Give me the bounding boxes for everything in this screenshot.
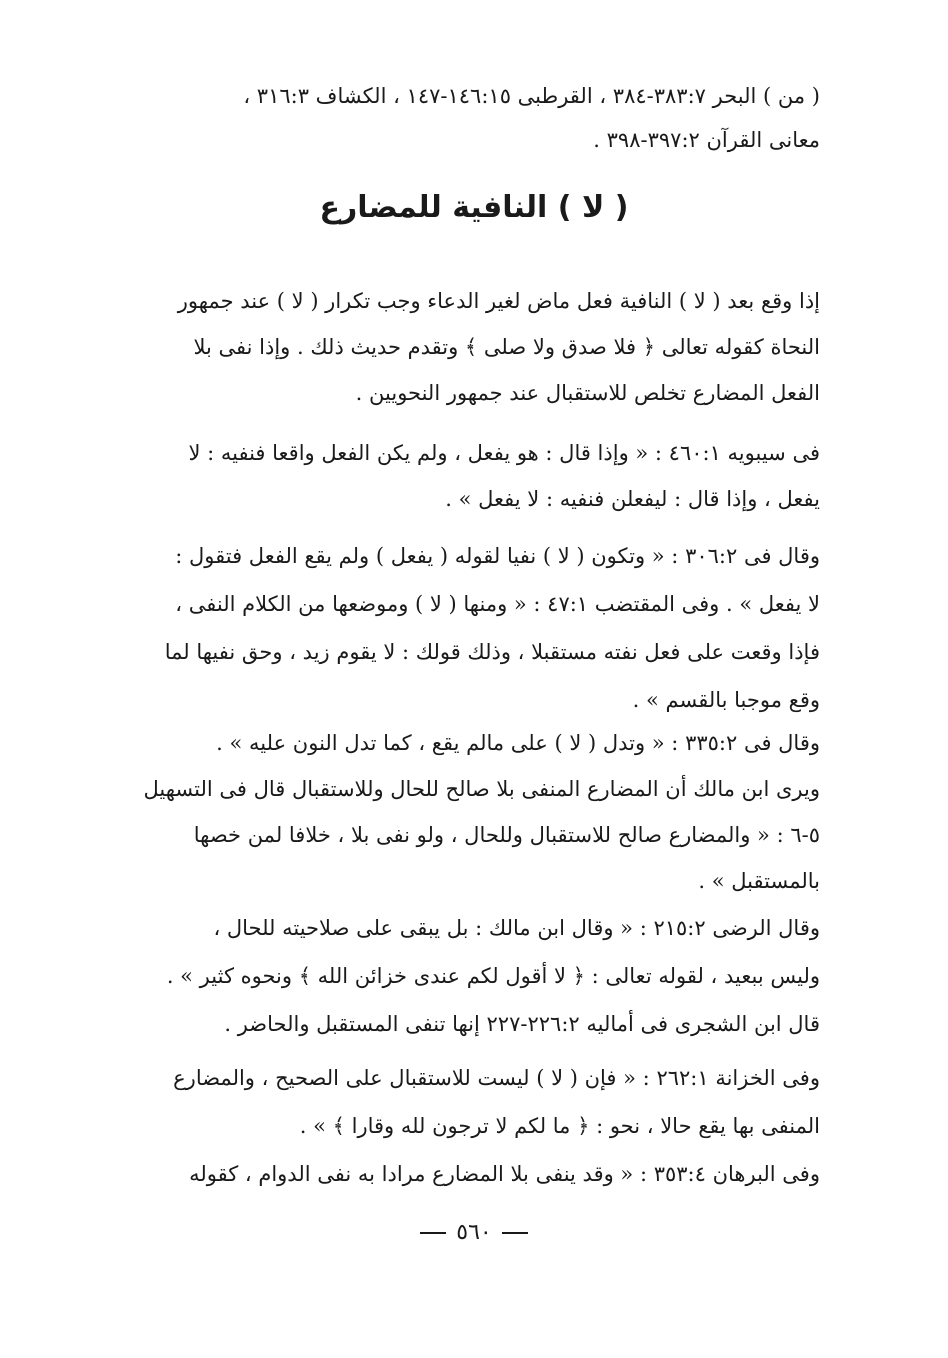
- references-line-1: ( من ) البحر ٣٨٣:٧-٣٨٤ ، القرطبى ١٤٦:١٥-١٤٧ ، الكشاف ٣١٦:٣ ،: [243, 84, 820, 108]
- footer-dash-right: [420, 1232, 446, 1234]
- paragraph-6: [104, 1054, 820, 1150]
- paragraph-line: وقال فى ٣٠٦:٢ : « وتكون ( لا ) نفيا لقوله ( يفعل ) ولم يقع الفعل فتقول :: [175, 544, 820, 568]
- paragraph-line: ٥-٦ : « والمضارع صالح للاستقبال وللحال ، ولو نفى بلا ، خلافا لمن خصها: [193, 823, 820, 847]
- page-number: ٥٦٠: [456, 1220, 492, 1245]
- paragraph-line: ويرى ابن مالك أن المضارع المنفى بلا صالح للحال وللاستقبال قال فى التسهيل: [143, 777, 820, 801]
- paragraph-4: [104, 720, 820, 904]
- paragraph-7: [104, 1152, 820, 1196]
- paragraph-line: بالمستقبل » .: [698, 869, 820, 893]
- paragraph-3: [104, 532, 820, 724]
- paragraph-line: المنفى بها يقع حالا ، نحو : ﴿ ما لكم لا ترجون لله وقارا ﴾ » .: [299, 1114, 820, 1138]
- paragraph-line: الفعل المضارع تخلص للاستقبال عند جمهور النحويين .: [355, 381, 820, 405]
- paragraph-line: وفى الخزانة ٢٦٢:١ : « فإن ( لا ) ليست للاستقبال على الصحيح ، والمضارع: [173, 1066, 820, 1090]
- paragraph-1: [104, 278, 820, 416]
- paragraph-line: قال ابن الشجرى فى أماليه ٢٢٦:٢-٢٢٧ إنها تنفى المستقبل والحاضر .: [224, 1012, 820, 1036]
- paragraph-line: وليس ببعيد ، لقوله تعالى : ﴿ لا أقول لكم عندى خزائن الله ﴾ ونحوه كثير » .: [166, 964, 820, 988]
- paragraph-line: فى سيبويه ٤٦٠:١ : « وإذا قال : هو يفعل ، ولم يكن الفعل واقعا فنفيه : لا: [188, 441, 820, 465]
- paragraph-line: يفعل ، وإذا قال : ليفعلن فنفيه : لا يفعل » .: [445, 487, 820, 511]
- paragraph-line: إذا وقع بعد ( لا ) النافية فعل ماض لغير الدعاء وجب تكرار ( لا ) عند جمهور: [177, 289, 820, 313]
- paragraph-line: فإذا وقعت على فعل نفته مستقبلا ، وذلك قولك : لا يقوم زيد ، وحق نفيها لما: [164, 640, 820, 664]
- references-line-2: معانى القرآن ٣٩٧:٢-٣٩٨ .: [593, 128, 820, 152]
- page-footer: [0, 1220, 948, 1245]
- paragraph-line: وقال فى ٣٣٥:٢ : « وتدل ( لا ) على مالم يقع ، كما تدل النون عليه » .: [216, 731, 820, 755]
- paragraph-5: [104, 904, 820, 1048]
- paragraph-line: لا يفعل » . وفى المقتضب ٤٧:١ : « ومنها ( لا ) وموضعها من الكلام النفى ،: [175, 592, 820, 616]
- section-title: ( لا ) النافية للمضارع: [319, 190, 629, 225]
- paragraph-line: وقع موجبا بالقسم » .: [632, 688, 820, 712]
- paragraph-line: وقال الرضى ٢١٥:٢ : « وقال ابن مالك : بل يبقى على صلاحيته للحال ،: [213, 916, 820, 940]
- paragraph-line: النحاة كقوله تعالى ﴿ فلا صدق ولا صلى ﴾ وتقدم حديث ذلك . وإذا نفى بلا: [193, 335, 820, 359]
- paragraph-2: [104, 430, 820, 522]
- footer-dash-left: [502, 1232, 528, 1234]
- references-note: [104, 74, 820, 162]
- paragraph-line: وفى البرهان ٣٥٣:٤ : « وقد ينفى بلا المضارع مرادا به نفى الدوام ، كقوله: [189, 1162, 820, 1186]
